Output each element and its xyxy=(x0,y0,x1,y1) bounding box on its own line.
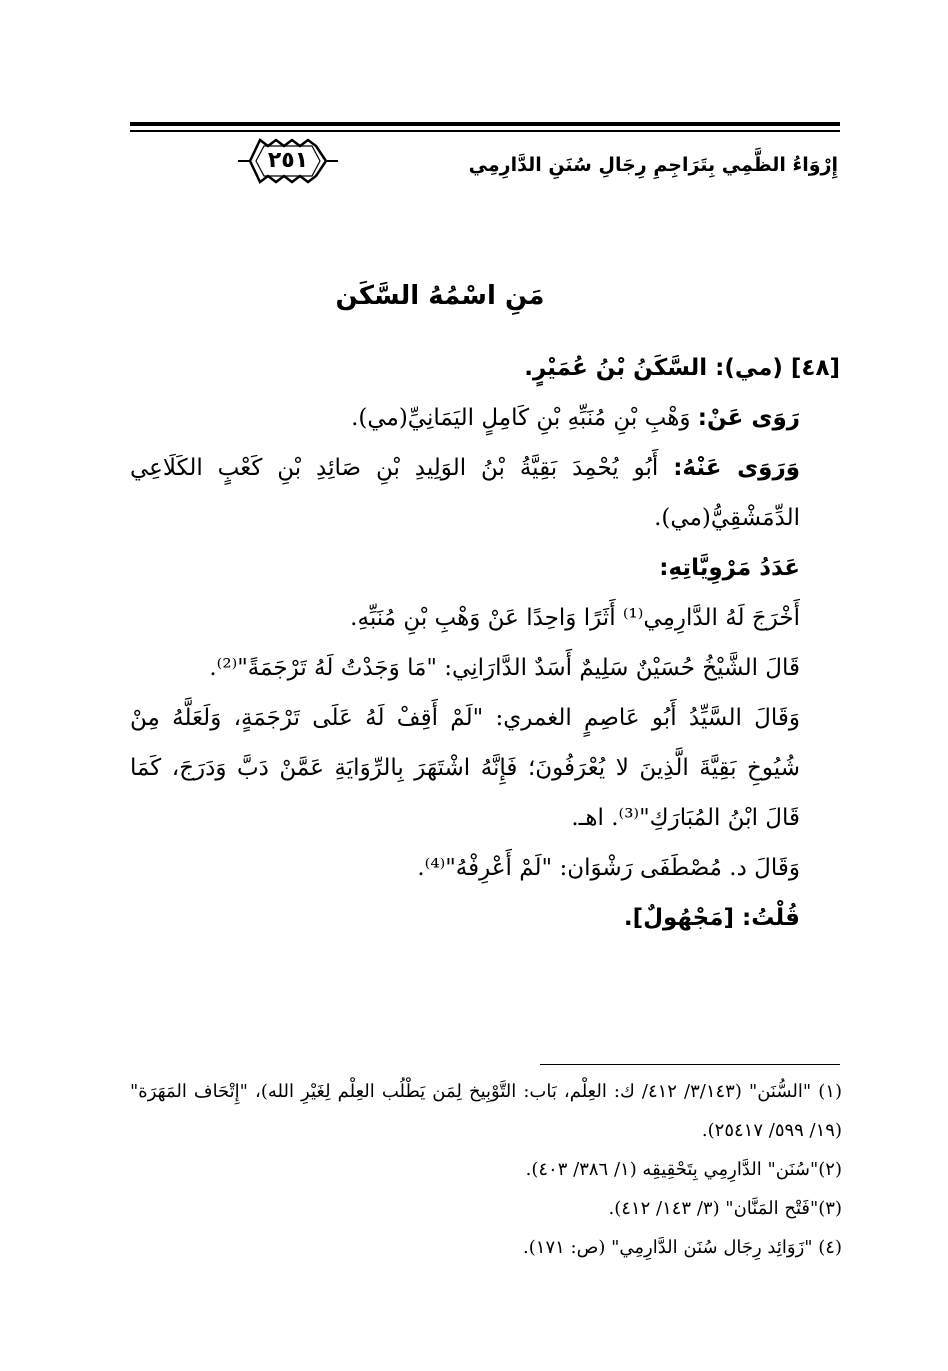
narrations-count-heading: عَدَدُ مَرْوِيَّاتِهِ: xyxy=(659,555,800,581)
footnote-1: (١) "السُّنَن" (٣/١٤٣/ ٤١٢/ ك: العِلْم، بَاب: التَّوْبِيخ لِمَن يَطْلُب العِلْم لِغَيْرِ الله)، "إِتْحَاف المَهَرَة" (١٩/ ٥٩٩/ ٢٥٤١٧). xyxy=(130,1081,842,1141)
footnote-3: (٣)"فَتْح المَنَّان" (٣/ ١٤٣/ ٤١٢). xyxy=(608,1198,842,1219)
entry-body xyxy=(130,343,840,943)
narrated-by-label: وَرَوَى عَنْهُ: xyxy=(673,455,800,481)
narrated-from-text: وَهْبِ بْنِ مُنَبِّهِ بْنِ كَامِلٍ اليَمَانِيِّ(مي). xyxy=(351,405,698,431)
narrated-from-label: رَوَى عَنْ: xyxy=(697,405,800,431)
entry-name: (مي): السَّكَنُ بْنُ عُمَيْرٍ. xyxy=(524,355,791,381)
footnotes xyxy=(130,1072,842,1267)
header-rule-thick xyxy=(130,122,840,126)
footnote-4: (٤) "زَوَائِد رِجَال سُنَن الدَّارِمِي" (ص: ١٧١). xyxy=(523,1237,842,1258)
entry-title-line xyxy=(130,343,840,393)
page-number: ٢٥١ xyxy=(267,148,309,173)
footnote-2: (٢)"سُنَن" الدَّارِمِي بِتَحْقِيقِه (١/ ٣٨٦/ ٤٠٣). xyxy=(525,1159,842,1180)
husayn-asad-quote: قَالَ الشَّيْخُ حُسَيْنٌ سَلِيمٌ أَسَدٌ الدَّارَانِي: "مَا وَجَدْتُ لَهُ تَرْجَمَةً"⁽²⁾. xyxy=(209,655,800,681)
narrated-by-line xyxy=(130,443,840,543)
running-title: إِرْوَاءُ الظَّمِي بِتَرَاجِمِ رِجَالِ سُنَنِ الدَّارِمِي xyxy=(468,154,838,176)
narrated-from-line xyxy=(130,393,840,443)
ghumari-quote: وَقَالَ السَّيِّدُ أَبُو عَاصِمٍ الغمري: "لَمْ أَقِفْ لَهُ عَلَى تَرْجَمَةٍ، وَلَعَلَّهُ مِنْ شُيُوخِ بَقِيَّةَ الَّذِينَ لا يُعْرَفُونَ؛ فَإِنَّهُ اشْتَهَرَ بِالرِّوَايَةِ عَمَّنْ دَبَّ وَدَرَجَ، كَمَا قَالَ ابْنُ المُبَارَكِ"⁽³⁾. اهـ. xyxy=(130,705,800,831)
verdict-text: [مَجْهُولٌ]. xyxy=(623,905,742,931)
header-rule-thin xyxy=(130,130,840,132)
verdict-label: قُلْتُ: xyxy=(742,905,800,931)
narrated-by-text: أَبُو يُحْمِدَ بَقِيَّةُ بْنُ الوَلِيدِ بْنِ صَائِدِ بْنِ كَعْبٍ الكَلَاعِي الدِّمَشْقِيُّ(مي). xyxy=(130,455,800,531)
darimi-narration-line: أَخْرَجَ لَهُ الدَّارِمِي⁽¹⁾ أَثَرًا وَاحِدًا عَنْ وَهْبِ بْنِ مُنَبِّهِ. xyxy=(350,605,800,631)
rashwan-quote: وَقَالَ د. مُصْطَفَى رَشْوَان: "لَمْ أَعْرِفْهُ"⁽⁴⁾. xyxy=(417,855,800,881)
verdict-line xyxy=(130,893,840,943)
entry-number: [٤٨] xyxy=(790,355,840,381)
page-number-badge xyxy=(238,136,338,186)
section-heading: مَنِ اسْمُهُ السَّكَن xyxy=(335,281,545,311)
footnote-rule xyxy=(540,1064,840,1065)
